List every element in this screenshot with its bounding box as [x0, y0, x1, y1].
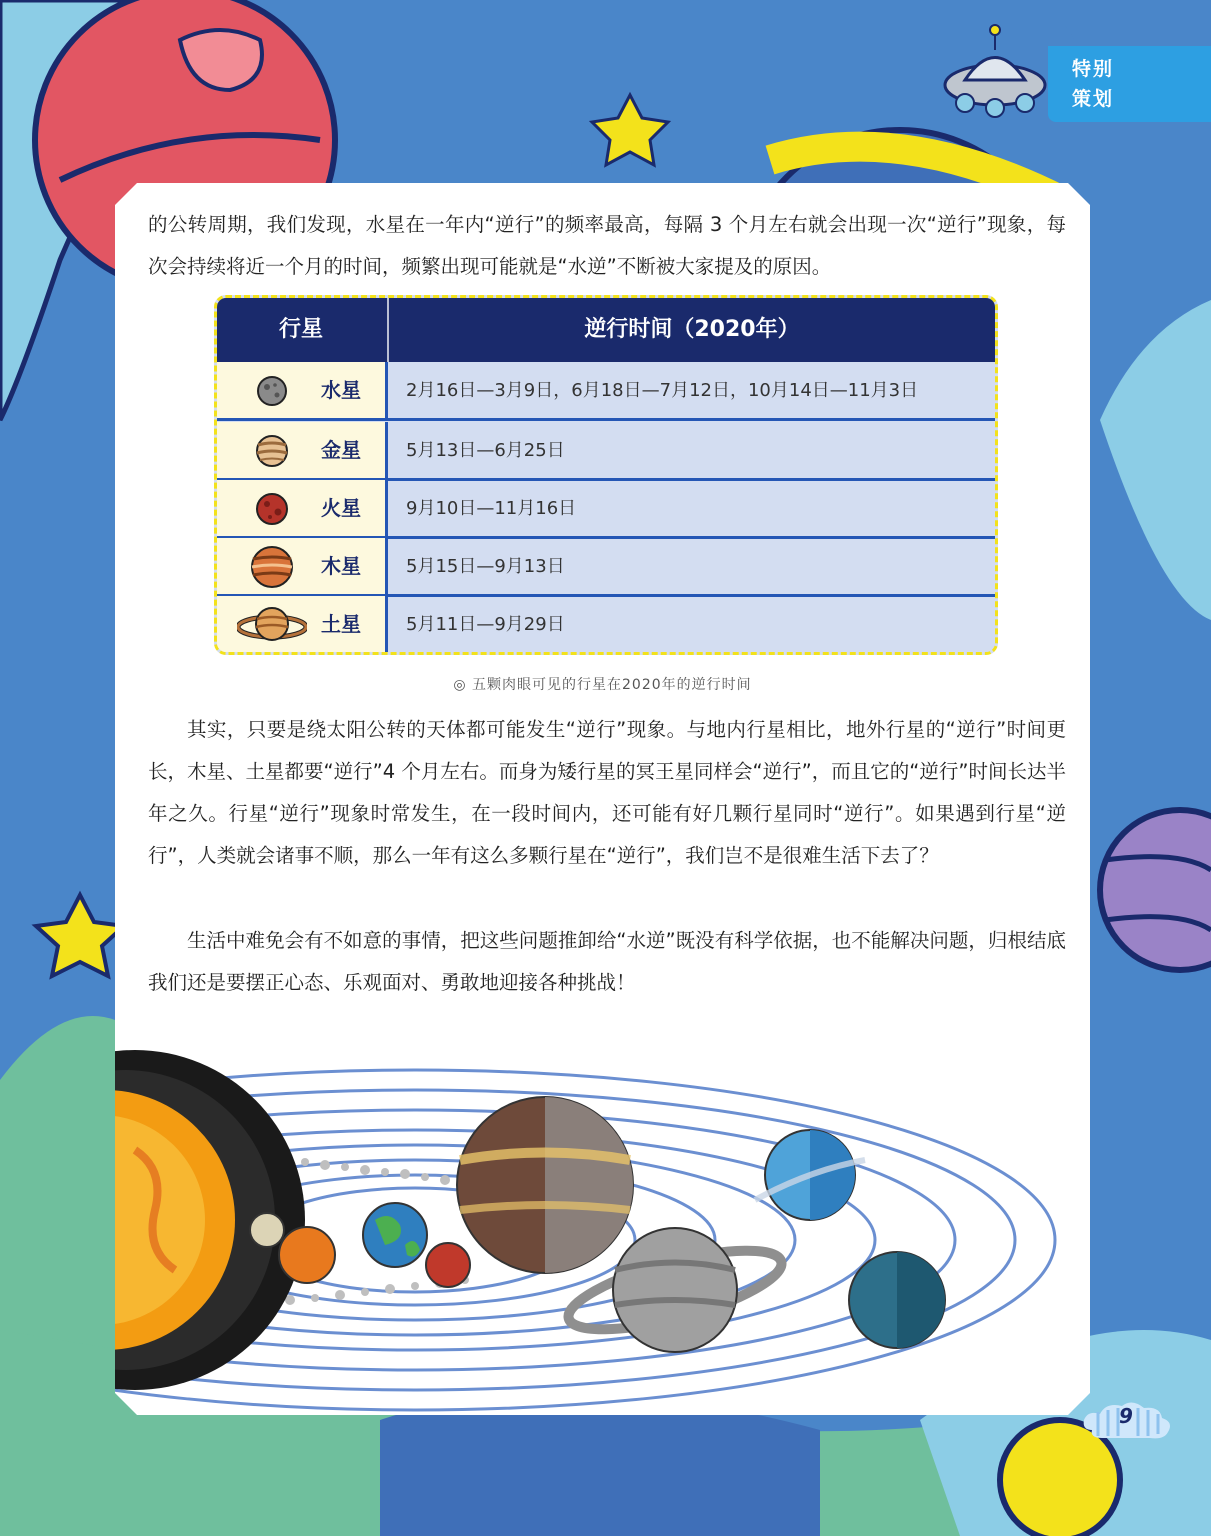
planet-name: 木星 — [321, 554, 361, 578]
retrograde-table — [214, 295, 998, 655]
column-divider — [385, 538, 388, 595]
section-tag-line-2: 策划 — [1072, 88, 1115, 110]
header-planet: 行星 — [278, 317, 323, 342]
planet-name: 火星 — [321, 496, 361, 520]
jupiter-icon — [457, 1097, 633, 1273]
neptune-icon — [849, 1252, 945, 1348]
earth-icon — [363, 1203, 427, 1267]
planet-cell — [217, 362, 385, 419]
mercury-icon — [237, 366, 307, 416]
jupiter-icon — [237, 542, 307, 592]
table-row — [217, 362, 995, 419]
solar-system-illustration — [115, 1050, 1090, 1415]
retrograde-dates: 5月15日—9月13日 — [406, 556, 565, 577]
planet-name: 金星 — [321, 438, 361, 462]
section-tag-line-1: 特别 — [1072, 58, 1115, 80]
column-divider — [385, 596, 388, 653]
column-divider — [385, 422, 388, 479]
planet-cell — [217, 422, 385, 479]
planet-cell — [217, 538, 385, 595]
table-row — [217, 422, 995, 479]
retrograde-dates: 2月16日—3月9日，6月18日—7月12日，10月14日—11月3日 — [406, 380, 919, 401]
paragraph-intro: 的公转周期，我们发现，水星在一年内“逆行”的频率最高，每隔 3 个月左右就会出现一次“逆行”现象，每次会持续将近一个月的时间，频繁出现可能就是“水逆”不断被大家提及的原因。 — [148, 213, 1066, 278]
retrograde-dates: 5月13日—6月25日 — [406, 440, 565, 461]
column-divider — [385, 480, 388, 537]
paragraph-conclusion: 生活中难免会有不如意的事情，把这些问题推卸给“水逆”既没有科学依据，也不能解决问题，归根结底我们还是要摆正心态、乐观面对、勇敢地迎接各种挑战！ — [148, 929, 1066, 994]
mars-icon — [237, 484, 307, 534]
table-row — [217, 480, 995, 537]
planet-cell — [217, 596, 385, 653]
planet-name: 土星 — [321, 612, 361, 636]
venus-icon — [237, 426, 307, 476]
row-divider — [217, 418, 995, 421]
retrograde-dates: 9月10日—11月16日 — [406, 498, 577, 519]
header-time: 逆行时间（2020年） — [584, 317, 800, 342]
section-tag-label — [1072, 54, 1132, 114]
planet-cell — [217, 480, 385, 537]
saturn-icon — [237, 600, 307, 650]
venus-icon — [279, 1227, 335, 1283]
table-caption: ◎ 五颗肉眼可见的行星在2020年的逆行时间 — [453, 677, 752, 693]
table-row — [217, 596, 995, 653]
mercury-icon — [250, 1213, 284, 1247]
paragraph-body: 其实，只要是绕太阳公转的天体都可能发生“逆行”现象。与地内行星相比，地外行星的“逆行”时间更长，木星、土星都要“逆行”4 个月左右。而身为矮行星的冥王星同样会“逆行”，而且它的“逆行”时间长达半年之久。行星“逆行”现象时常发生，在一段时间内，还可能有好几颗行星同时“逆行”。如果遇到行星“逆行”，人类就会诸事不顺，那么一年有这么多颗行星在“逆行”，我们岂不是很难生活下去了？ — [148, 718, 1066, 867]
planet-name: 水星 — [321, 378, 361, 402]
column-divider — [385, 362, 388, 419]
table-row — [217, 538, 995, 595]
page-number: 9 — [1119, 1404, 1133, 1428]
retrograde-dates: 5月11日—9月29日 — [406, 614, 565, 635]
mars-icon — [426, 1243, 470, 1287]
table-header — [217, 298, 995, 362]
